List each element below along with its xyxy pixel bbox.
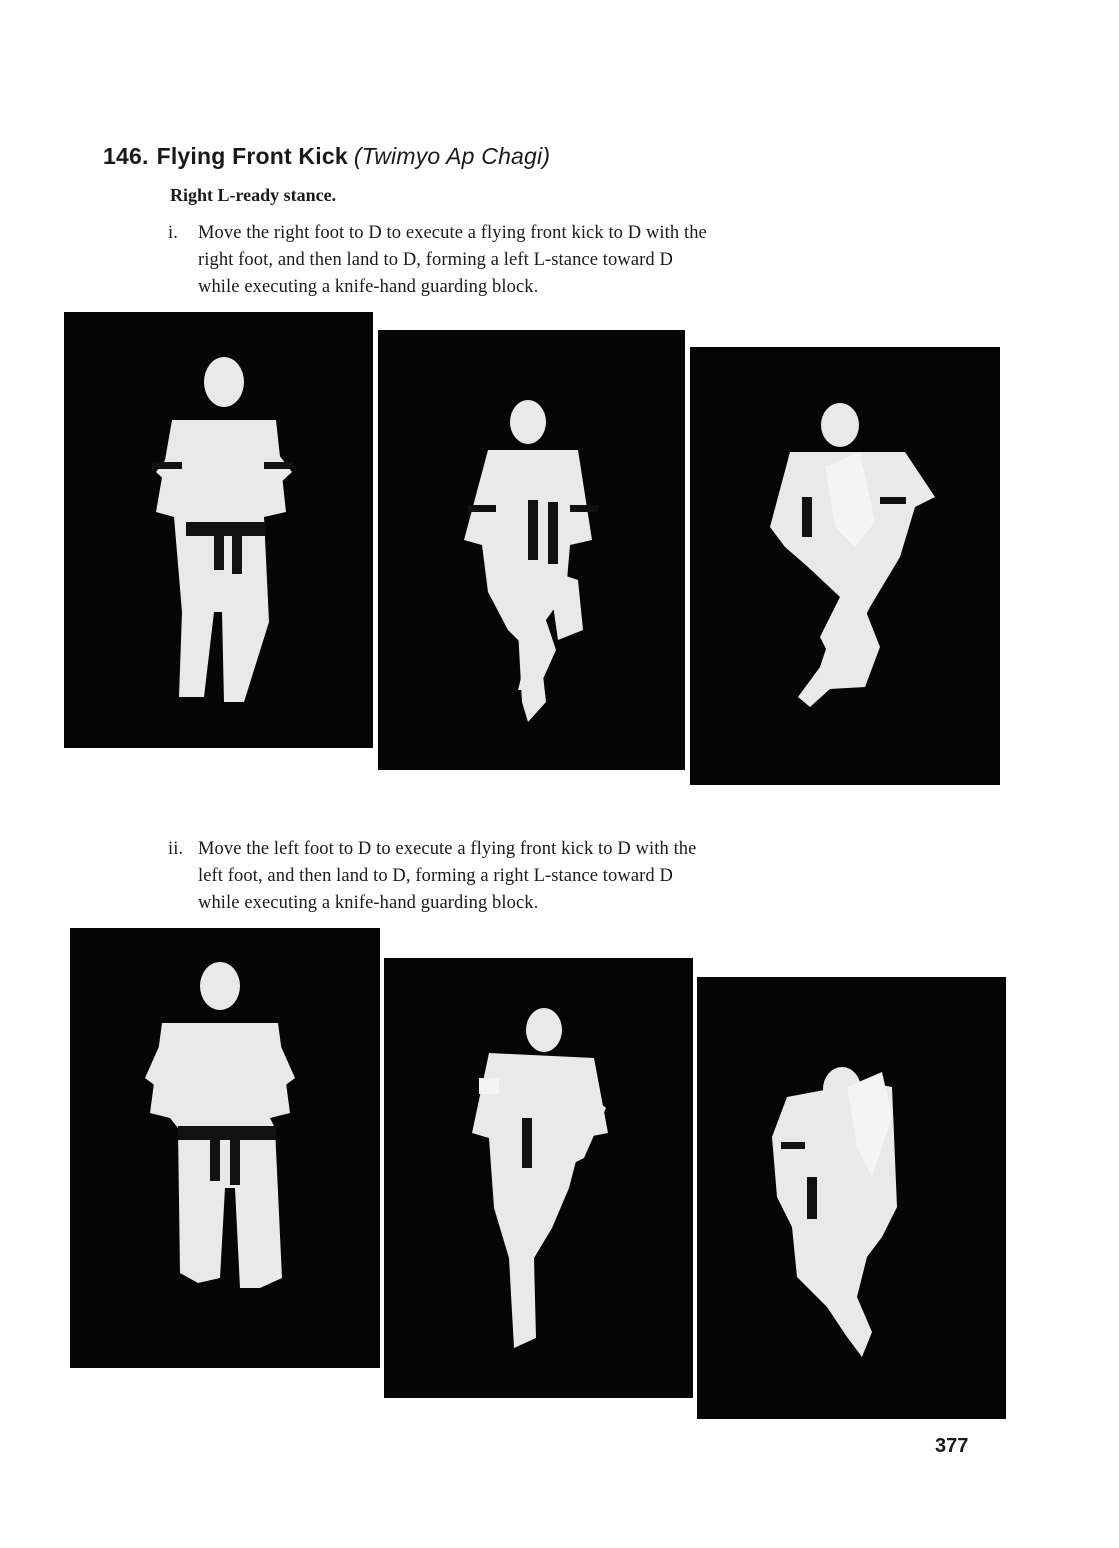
martial-artist-jumping-icon [378, 330, 685, 770]
step-line: ii. Move the left foot to D to execute a flying front kick to D with the [168, 836, 898, 863]
step-line: while executing a knife-hand guarding block. [198, 893, 539, 913]
section-subtitle: (Twimyo Ap Chagi) [353, 143, 551, 169]
martial-artist-kicking-icon [697, 977, 1006, 1419]
photo-step-ii-ready-stance [70, 928, 380, 1368]
photo-step-ii-flying-kick [697, 977, 1006, 1419]
photo-step-ii-jump-knee-raised [384, 958, 693, 1398]
step-marker: i. [168, 223, 178, 243]
step-line: while executing a knife-hand guarding block. [198, 277, 539, 297]
step-line: i. Move the right foot to D to execute a flying front kick to D with the [168, 220, 898, 247]
section-number: 146. [103, 143, 149, 169]
martial-artist-jumping-icon [384, 958, 693, 1398]
starting-stance: Right L-ready stance. [170, 185, 337, 205]
martial-artist-standing-icon [70, 928, 380, 1368]
step-line: right foot, and then land to D, forming a left L-stance toward D [198, 250, 673, 270]
step-i-text [168, 220, 898, 301]
step-line: left foot, and then land to D, forming a right L-stance toward D [198, 866, 673, 886]
step-ii-text [168, 836, 898, 917]
step-marker: ii. [168, 839, 184, 859]
section-heading [103, 143, 550, 170]
martial-artist-standing-icon [64, 312, 373, 748]
page-number: 377 [935, 1435, 969, 1457]
photo-step-i-jump-knee-raised [378, 330, 685, 770]
photo-step-i-ready-stance [64, 312, 373, 748]
section-title: Flying Front Kick [156, 143, 348, 169]
martial-artist-kicking-icon [690, 347, 1000, 785]
photo-step-i-flying-kick [690, 347, 1000, 785]
